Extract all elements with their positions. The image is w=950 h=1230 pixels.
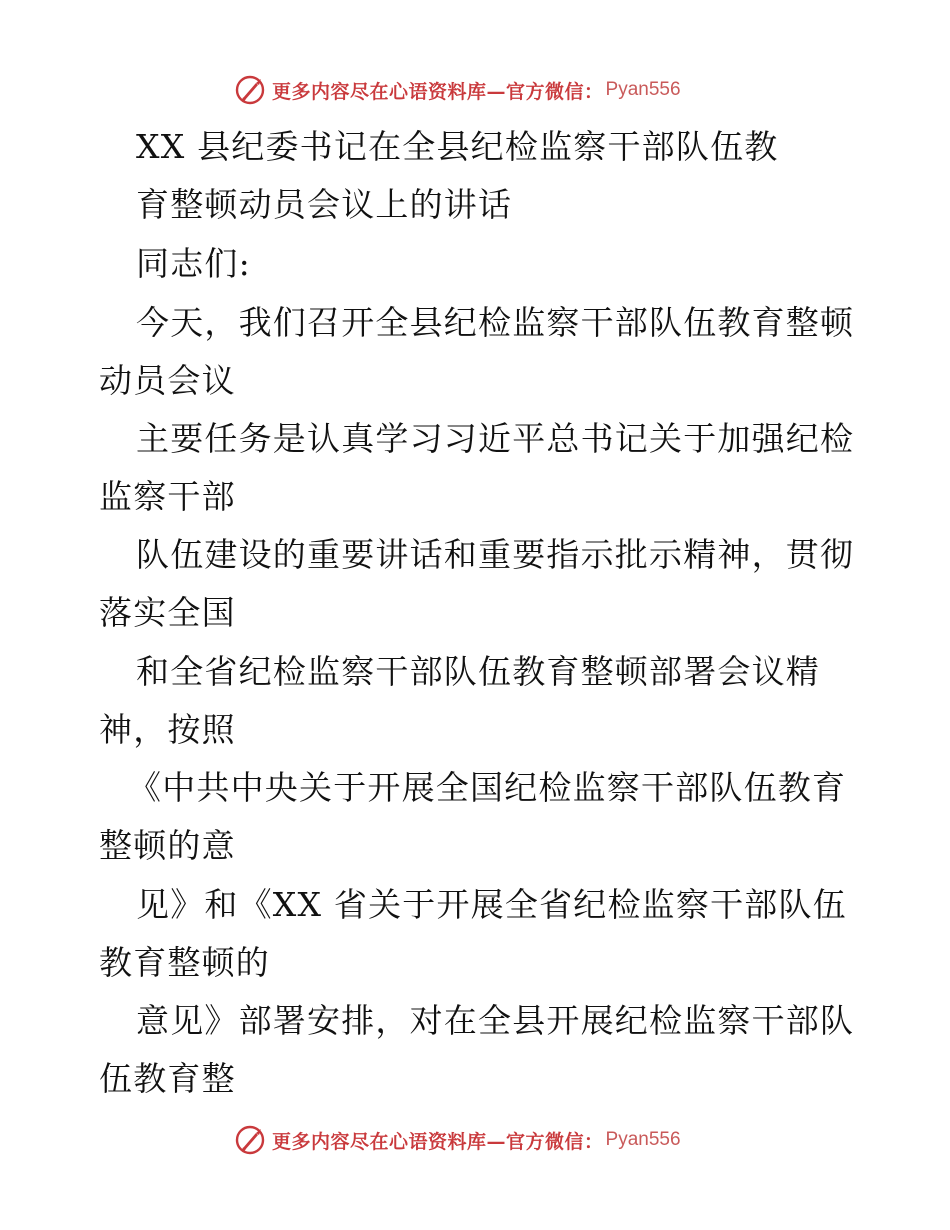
- body-line: 和全省纪检监察干部队伍教育整顿部署会议精: [136, 652, 820, 691]
- watermark-text: 更多内容尽在心语资料库—官方微信：: [272, 80, 604, 103]
- body-line: 神，按照: [99, 710, 236, 749]
- body-line: 监察干部: [99, 477, 236, 516]
- body-line: 落实全国: [99, 593, 236, 632]
- document-title-line-2: 育整顿动员会议上的讲话: [136, 185, 513, 224]
- body-line: 伍教育整: [99, 1059, 236, 1098]
- body-line: 队伍建设的重要讲话和重要指示批示精神，贯彻: [136, 535, 855, 574]
- body-line: 今天，我们召开全县纪检监察干部队伍教育整顿: [136, 303, 855, 342]
- body-line: 《中共中央关于开展全国纪检监察干部队伍教育: [128, 768, 847, 807]
- footer-watermark: [234, 1122, 681, 1158]
- body-line: 动员会议: [99, 361, 236, 400]
- body-line: 意见》部署安排，对在全县开展纪检监察干部队: [136, 1001, 855, 1040]
- watermark-account: Pyan556: [605, 79, 681, 100]
- body-line: 见》和《XX 省关于开展全省纪检监察干部队伍: [136, 885, 847, 924]
- watermark-account: Pyan556: [605, 1129, 681, 1150]
- watermark-text: 更多内容尽在心语资料库—官方微信：: [272, 1130, 604, 1153]
- document-title-line-1: XX 县纪委书记在全县纪检监察干部队伍教: [136, 127, 779, 166]
- salutation: 同志们:: [136, 244, 251, 283]
- quill-pen-circle-icon: [234, 1124, 266, 1156]
- body-line: 教育整顿的: [99, 943, 270, 982]
- body-line: 整顿的意: [99, 826, 236, 865]
- body-line: 主要任务是认真学习习近平总书记关于加强纪检: [136, 419, 855, 458]
- header-watermark: [234, 72, 681, 108]
- quill-pen-circle-icon: [234, 74, 266, 106]
